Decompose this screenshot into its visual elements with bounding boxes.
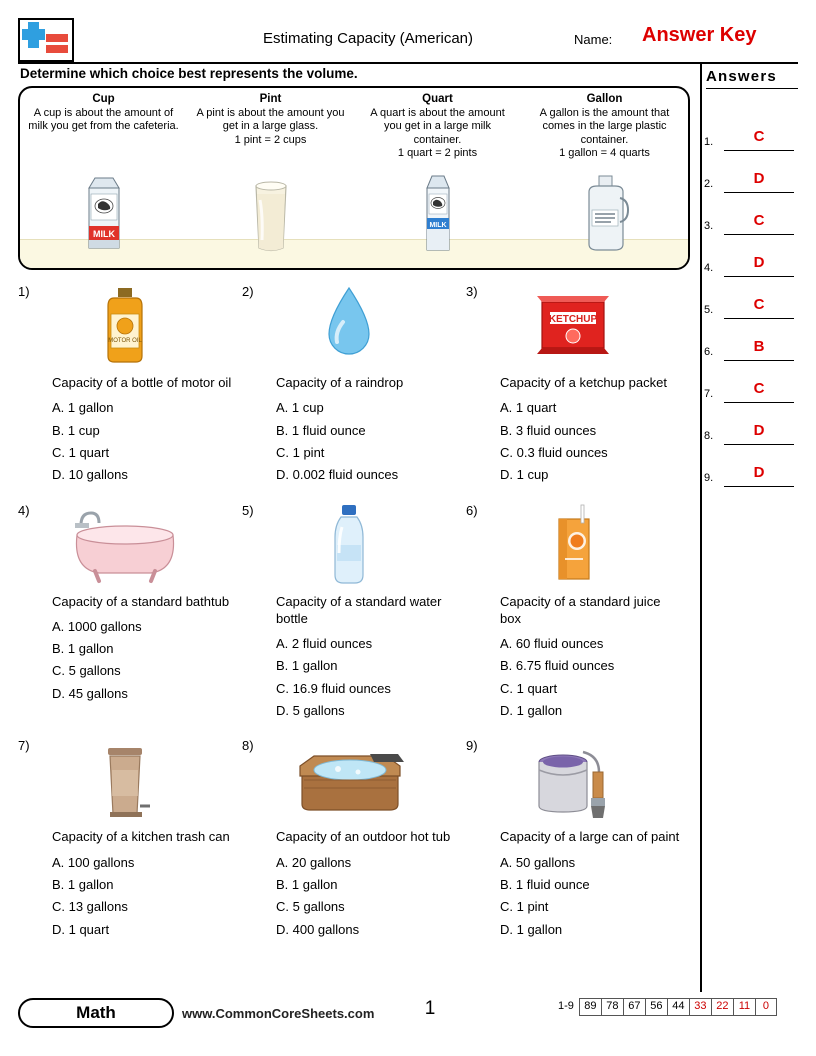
site-url[interactable]: www.CommonCoreSheets.com bbox=[182, 1006, 375, 1021]
questions-grid bbox=[18, 282, 690, 941]
reference-title: Quart bbox=[422, 93, 453, 105]
option-a[interactable]: A. 20 gallons bbox=[276, 854, 352, 870]
svg-text:MILK: MILK bbox=[92, 229, 115, 239]
option-a[interactable]: A. 2 fluid ounces bbox=[276, 635, 373, 651]
score-cell: 89 bbox=[579, 998, 601, 1016]
option-d[interactable]: D. 45 gallons bbox=[52, 685, 128, 701]
answer-value: D bbox=[753, 170, 765, 187]
option-b[interactable]: B. 3 fluid ounces bbox=[500, 422, 597, 438]
question-7 bbox=[18, 736, 242, 941]
option-b[interactable]: B. 1 cup bbox=[52, 422, 100, 438]
question-row-1 bbox=[18, 282, 690, 487]
question-options bbox=[500, 852, 680, 941]
question-number: 1) bbox=[18, 284, 30, 299]
answer-number: 1. bbox=[704, 136, 714, 148]
answer-row-8 bbox=[704, 414, 796, 454]
question-row-3 bbox=[18, 736, 690, 941]
option-b[interactable]: B. 1 fluid ounce bbox=[500, 876, 590, 892]
question-1 bbox=[18, 282, 242, 487]
juice-box-icon bbox=[466, 501, 680, 587]
reference-item-cup bbox=[20, 88, 187, 268]
svg-text:MOTOR OIL: MOTOR OIL bbox=[108, 338, 142, 344]
question-options bbox=[500, 633, 680, 722]
question-number: 3) bbox=[466, 284, 478, 299]
milk-carton-icon bbox=[20, 164, 187, 256]
option-a[interactable]: A. 60 fluid ounces bbox=[500, 635, 604, 651]
reference-description: A pint is about the amount you get in a large glass. bbox=[196, 107, 345, 133]
math-cross-logo-icon bbox=[20, 20, 72, 60]
question-options bbox=[500, 397, 680, 486]
question-text: Capacity of a raindrop bbox=[276, 375, 404, 390]
answers-panel bbox=[700, 62, 798, 992]
score-strip bbox=[558, 998, 777, 1016]
reference-item-gallon bbox=[521, 88, 688, 268]
question-3 bbox=[466, 282, 690, 487]
question-number: 2) bbox=[242, 284, 254, 299]
answer-value: D bbox=[753, 422, 765, 439]
option-d[interactable]: D. 0.002 fluid ounces bbox=[276, 467, 399, 483]
answer-row-5 bbox=[704, 288, 796, 328]
reference-equation: 1 gallon = 4 quarts bbox=[559, 147, 650, 160]
question-row-2 bbox=[18, 501, 690, 723]
option-a[interactable]: A. 1000 gallons bbox=[52, 618, 142, 634]
option-c[interactable]: C. 1 pint bbox=[500, 899, 549, 915]
option-b[interactable]: B. 1 gallon bbox=[52, 876, 114, 892]
question-4 bbox=[18, 501, 242, 723]
option-a[interactable]: A. 100 gallons bbox=[52, 854, 135, 870]
hot-tub-icon bbox=[242, 736, 456, 822]
option-c[interactable]: C. 5 gallons bbox=[276, 899, 345, 915]
instruction-text: Determine which choice best represents the volume. bbox=[20, 66, 358, 81]
option-b[interactable]: B. 1 gallon bbox=[276, 658, 338, 674]
reference-equation: 1 pint = 2 cups bbox=[234, 133, 307, 146]
option-a[interactable]: A. 1 gallon bbox=[52, 400, 114, 416]
question-number: 7) bbox=[18, 738, 30, 754]
option-d[interactable]: D. 1 gallon bbox=[500, 921, 563, 937]
page-header bbox=[18, 18, 798, 62]
option-d[interactable]: D. 1 gallon bbox=[500, 702, 563, 718]
question-9 bbox=[466, 736, 690, 941]
answer-line bbox=[724, 402, 794, 403]
option-a[interactable]: A. 1 cup bbox=[276, 400, 324, 416]
subject-badge: Math bbox=[18, 998, 174, 1028]
question-2 bbox=[242, 282, 466, 487]
option-d[interactable]: D. 1 cup bbox=[500, 467, 549, 483]
header-divider bbox=[18, 62, 798, 64]
answer-number: 6. bbox=[704, 346, 714, 358]
name-label: Name: bbox=[574, 32, 613, 47]
answer-row-7 bbox=[704, 372, 796, 412]
score-cell: 22 bbox=[711, 998, 733, 1016]
option-b[interactable]: B. 1 gallon bbox=[276, 876, 338, 892]
answer-line bbox=[724, 276, 794, 277]
answer-number: 3. bbox=[704, 220, 714, 232]
raindrop-icon bbox=[242, 282, 456, 368]
answer-value: C bbox=[753, 380, 765, 397]
question-5 bbox=[242, 501, 466, 723]
answer-value: C bbox=[753, 296, 765, 313]
score-cell: 56 bbox=[645, 998, 667, 1016]
page-title: Estimating Capacity (American) bbox=[262, 30, 474, 47]
answer-row-3 bbox=[704, 204, 796, 244]
answers-title-underline bbox=[706, 88, 798, 89]
option-c[interactable]: C. 5 gallons bbox=[52, 663, 121, 679]
reference-item-pint bbox=[187, 88, 354, 268]
option-d[interactable]: D. 5 gallons bbox=[276, 702, 345, 718]
answer-value: D bbox=[753, 254, 765, 271]
bathtub-icon bbox=[18, 501, 232, 587]
kitchen-trash-can-icon bbox=[18, 736, 232, 822]
answer-row-6 bbox=[704, 330, 796, 370]
score-cell: 11 bbox=[733, 998, 755, 1016]
answer-line bbox=[724, 150, 794, 151]
question-number: 4) bbox=[18, 502, 30, 518]
question-text: Capacity of an outdoor hot tub bbox=[276, 829, 451, 845]
question-options bbox=[276, 852, 456, 941]
svg-text:KETCHUP: KETCHUP bbox=[548, 314, 598, 325]
page-number: 1 bbox=[424, 998, 436, 1019]
reference-equation: 1 quart = 2 pints bbox=[397, 147, 478, 160]
answer-row-1 bbox=[704, 120, 796, 160]
option-d[interactable]: D. 1 quart bbox=[52, 921, 110, 937]
answer-line bbox=[724, 318, 794, 319]
option-c[interactable]: C. 1 quart bbox=[500, 680, 558, 696]
answer-value: C bbox=[753, 212, 765, 229]
ketchup-packet-icon bbox=[466, 282, 680, 368]
question-options bbox=[276, 397, 456, 486]
reference-title: Gallon bbox=[586, 93, 623, 105]
question-options bbox=[52, 616, 232, 705]
option-b[interactable]: B. 1 gallon bbox=[52, 641, 114, 657]
score-cell: 44 bbox=[667, 998, 689, 1016]
score-cell: 67 bbox=[623, 998, 645, 1016]
reference-box bbox=[18, 86, 690, 270]
answer-line bbox=[724, 192, 794, 193]
question-text: Capacity of a standard water bottle bbox=[276, 593, 442, 626]
option-c[interactable]: C. 16.9 fluid ounces bbox=[276, 680, 391, 696]
score-cell: 78 bbox=[601, 998, 623, 1016]
reference-title: Cup bbox=[92, 93, 115, 105]
answer-row-4 bbox=[704, 246, 796, 286]
gallon-jug-icon bbox=[521, 164, 688, 256]
answer-value: D bbox=[753, 464, 765, 481]
answer-key-label: Answer Key bbox=[642, 24, 757, 46]
question-text: Capacity of a standard bathtub bbox=[52, 593, 230, 609]
site-logo bbox=[18, 18, 74, 62]
score-range-label: 1-9 bbox=[558, 1000, 574, 1012]
answer-line bbox=[724, 486, 794, 487]
question-text: Capacity of a large can of paint bbox=[500, 829, 680, 845]
answer-number: 4. bbox=[704, 262, 714, 274]
milk-quart-carton-icon bbox=[354, 164, 521, 256]
option-b[interactable]: B. 1 fluid ounce bbox=[276, 422, 366, 438]
question-text: Capacity of a standard juice box bbox=[500, 593, 661, 626]
option-b[interactable]: B. 6.75 fluid ounces bbox=[500, 658, 615, 674]
answers-divider bbox=[700, 62, 702, 992]
option-c[interactable]: C. 1 pint bbox=[276, 444, 325, 460]
question-options bbox=[52, 397, 232, 486]
reference-item-quart bbox=[354, 88, 521, 268]
option-a[interactable]: A. 50 gallons bbox=[500, 854, 576, 870]
question-text: Capacity of a ketchup packet bbox=[500, 375, 667, 390]
paint-can-icon bbox=[466, 736, 680, 822]
question-8 bbox=[242, 736, 466, 941]
option-c[interactable]: C. 1 quart bbox=[52, 444, 110, 460]
answer-number: 8. bbox=[704, 430, 714, 442]
answer-row-9 bbox=[704, 456, 796, 496]
answer-value: C bbox=[753, 128, 765, 145]
option-c[interactable]: C. 13 gallons bbox=[52, 899, 128, 915]
answer-line bbox=[724, 360, 794, 361]
score-cell: 0 bbox=[755, 998, 777, 1016]
svg-text:MILK: MILK bbox=[428, 222, 447, 229]
answer-line bbox=[724, 444, 794, 445]
answer-number: 2. bbox=[704, 178, 714, 190]
answer-value: B bbox=[753, 338, 765, 355]
question-number: 5) bbox=[242, 502, 254, 518]
question-text: Capacity of a bottle of motor oil bbox=[52, 375, 232, 390]
answer-number: 5. bbox=[704, 304, 714, 316]
score-cell: 33 bbox=[689, 998, 711, 1016]
reference-description: A gallon is the amount that comes in the large plastic container. bbox=[539, 107, 670, 146]
answers-title: Answers bbox=[706, 68, 777, 85]
reference-description: A cup is about the amount of milk you get from the cafeteria. bbox=[28, 107, 179, 133]
answer-number: 9. bbox=[704, 472, 714, 484]
option-d[interactable]: D. 400 gallons bbox=[276, 921, 360, 937]
answer-row-2 bbox=[704, 162, 796, 202]
option-a[interactable]: A. 1 quart bbox=[500, 400, 557, 416]
reference-title: Pint bbox=[259, 93, 282, 105]
question-options bbox=[52, 852, 232, 941]
question-options bbox=[276, 633, 456, 722]
question-text: Capacity of a kitchen trash can bbox=[52, 829, 230, 845]
water-bottle-icon bbox=[242, 501, 456, 587]
glass-of-milk-icon bbox=[187, 164, 354, 256]
question-number: 6) bbox=[466, 502, 478, 518]
option-d[interactable]: D. 10 gallons bbox=[52, 467, 128, 483]
motor-oil-bottle-icon bbox=[18, 282, 232, 368]
reference-description: A quart is about the amount you get in a large milk container. bbox=[370, 107, 505, 146]
answer-number: 7. bbox=[704, 388, 714, 400]
answer-line bbox=[724, 234, 794, 235]
question-6 bbox=[466, 501, 690, 723]
question-number: 8) bbox=[242, 738, 254, 754]
option-c[interactable]: C. 0.3 fluid ounces bbox=[500, 444, 608, 460]
question-number: 9) bbox=[466, 738, 478, 754]
